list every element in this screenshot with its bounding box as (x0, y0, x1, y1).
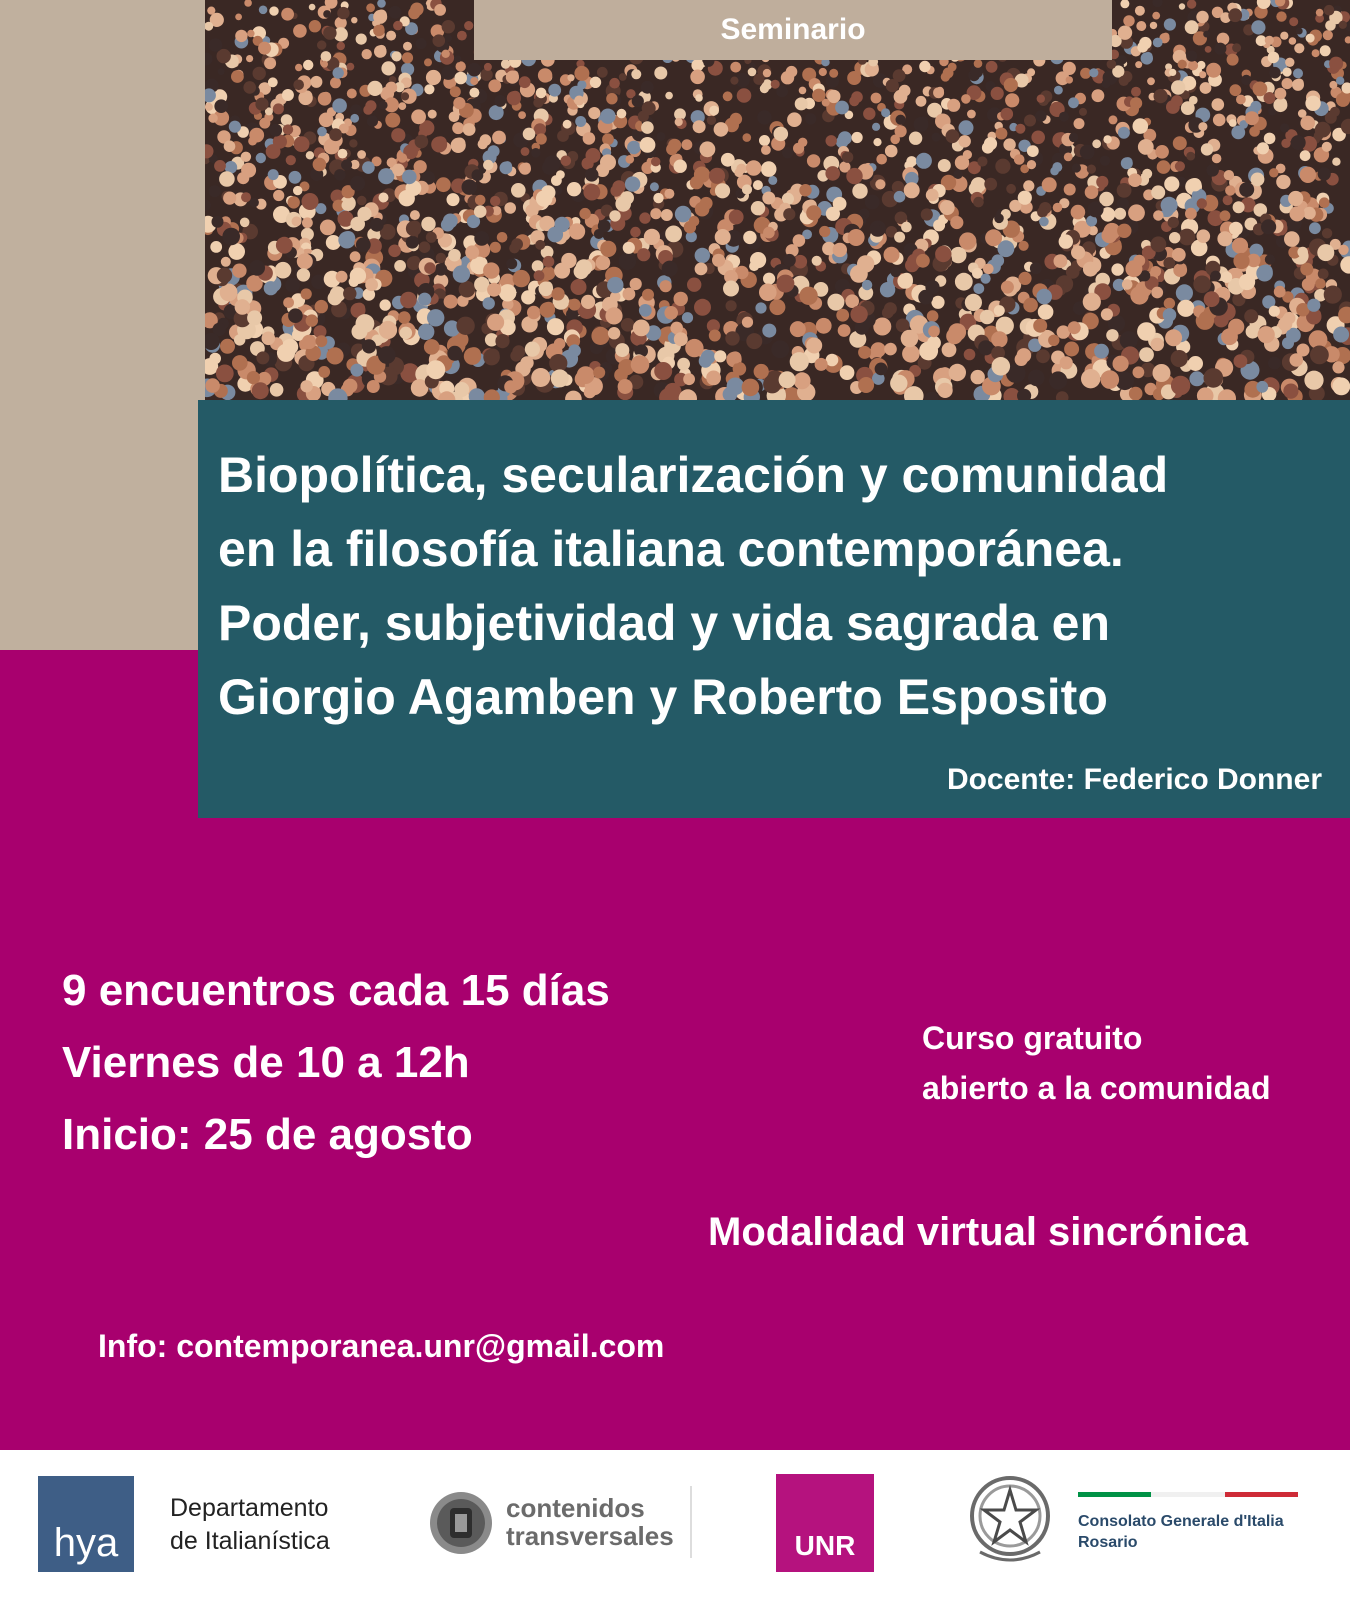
consulate-logo (1078, 1492, 1298, 1553)
title-line-4: Giorgio Agamben y Roberto Esposito (218, 669, 1108, 725)
footer-divider (690, 1486, 692, 1558)
schedule-block (62, 955, 610, 1171)
free-course-line-2: abierto a la comunidad (922, 1070, 1271, 1106)
consulate-line-2: Rosario (1078, 1534, 1138, 1551)
free-course-note (922, 1013, 1271, 1113)
seminar-tag-label: Seminario (720, 13, 866, 46)
modality-text: Modalidad virtual sincrónica (708, 1210, 1249, 1254)
crowd-photo (205, 0, 1350, 400)
contenidos-line-1: contenidos (506, 1493, 645, 1523)
schedule-time: Viernes de 10 a 12h (62, 1038, 470, 1087)
consulate-name (1078, 1511, 1298, 1553)
schedule-start: Inicio: 25 de agosto (62, 1110, 473, 1159)
crowd-photo-texture (205, 0, 1350, 400)
department-line-2: de Italianística (170, 1527, 330, 1555)
hya-logo-text: hya (53, 1521, 119, 1565)
department-line-1: Departamento (170, 1494, 329, 1522)
tan-background-block (0, 0, 205, 650)
hya-logo (38, 1476, 134, 1572)
schedule-sessions: 9 encuentros cada 15 días (62, 966, 610, 1015)
seminar-tag (474, 0, 1112, 60)
unr-logo-text: UNR (794, 1530, 856, 1561)
italian-republic-emblem-icon (966, 1472, 1054, 1568)
title-line-3: Poder, subjetividad y vida sagrada en (218, 595, 1110, 651)
teacher-name: Docente: Federico Donner (946, 763, 1322, 796)
unr-logo (776, 1474, 874, 1572)
title-line-2: en la filosofía italiana contemporánea. (218, 521, 1124, 577)
seminar-title (218, 438, 1343, 734)
info-email[interactable]: Info: contemporanea.unr@gmail.com (98, 1328, 665, 1364)
title-line-1: Biopolítica, secularización y comunidad (218, 447, 1169, 503)
contenidos-transversales-text (506, 1494, 674, 1550)
italian-flag-stripe (1078, 1492, 1298, 1497)
consulate-line-1: Consolato Generale d'Italia (1078, 1513, 1284, 1530)
contenidos-transversales-icon (428, 1490, 494, 1556)
department-name (170, 1492, 330, 1558)
flag-green (1078, 1492, 1151, 1497)
flag-red (1225, 1492, 1298, 1497)
title-panel (198, 400, 1350, 818)
free-course-line-1: Curso gratuito (922, 1020, 1143, 1056)
contenidos-line-2: transversales (506, 1521, 674, 1551)
sponsor-footer (0, 1450, 1350, 1600)
flag-white (1151, 1492, 1224, 1497)
